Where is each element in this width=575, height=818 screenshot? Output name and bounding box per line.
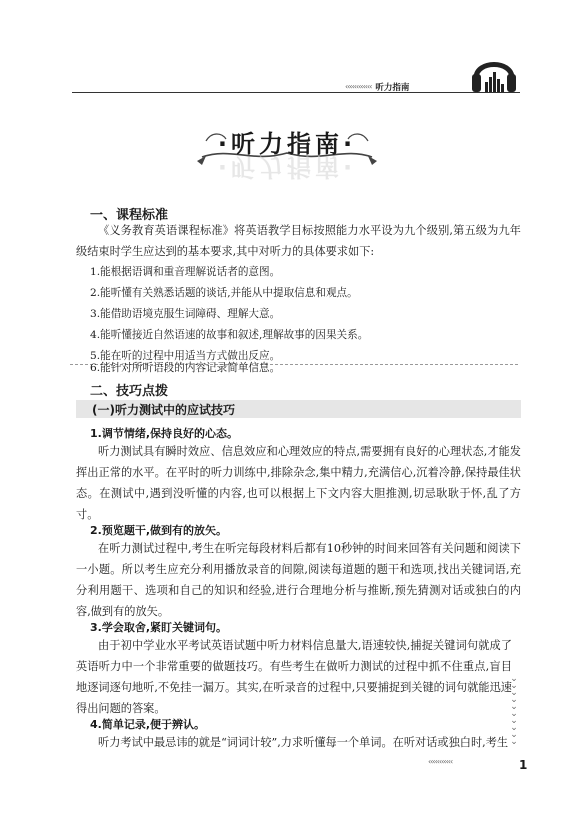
side-chevron-column: ⌄⌄⌄⌄⌄⌄⌄⌄⌄⌄ — [510, 674, 518, 747]
header-rule — [72, 92, 520, 93]
subsection-heading: (一)听力测试中的应试技巧 — [92, 403, 235, 417]
standard-item-4: 4.能听懂接近自然语速的故事和叙述,理解故事的因果关系。 — [90, 329, 369, 341]
tip-text-1: 听力测试具有瞬时效应、信息效应和心理效应的特点,需要拥有良好的心理状态,才能发挥出正常的水平。在平时的听力训练中,排除杂念,集中精力,充满信心,沉着冷静,保持最佳状态。在测试中,遇到没听懂的内容,也可以根据上下文内容大胆推测,切忌耿耿于怀,乱了方寸。 — [76, 445, 521, 521]
tip-heading-2: 2.预览题干,做到有的放矢。 — [90, 524, 228, 537]
tip-heading-3: 3.学会取舍,紧盯关键词句。 — [90, 621, 228, 634]
standard-item-3: 3.能借助语境克服生词障碍、理解大意。 — [90, 308, 281, 320]
section-heading-2: 二、技巧点拨 — [90, 384, 169, 399]
header-chevrons: ‹‹‹‹‹‹‹‹‹‹‹‹ — [345, 82, 372, 91]
tip-text-4: 听力考试中最忌讳的就是“词词计较”,力求听懂每一个单词。在听对话或独白时,考生 — [98, 736, 509, 749]
tip-text-2: 在听力测试过程中,考生在听完每段材料后都有10秒钟的时间来回答有关问题和阅读下一小题。所以考生应充分利用播放录音的间隙,阅读每道题的题干和选项,找出关键词语,充分利用题干、选项和自己的知识和经验,进行合理地分析与推断,预先猜测对话或独白的内容,做到有的放矢。 — [76, 542, 521, 618]
page-title: ·听力指南· — [217, 130, 357, 158]
standard-item-1: 1.能根据语调和重音理解说话者的意图。 — [90, 266, 281, 278]
footer-chevrons: ‹‹‹‹‹‹‹‹‹‹‹ — [428, 757, 453, 766]
section1-intro: 《义务教育英语课程标准》将英语教学目标按照能力水平设为九个级别,第五级为九年级结束时学生应达到的基本要求,其中对听力的具体要求如下: — [76, 224, 521, 258]
standard-item-6: 6.能针对所听语段的内容记录简单信息。 — [90, 362, 281, 374]
page-number: 1 — [519, 758, 528, 772]
page-title-block — [192, 119, 382, 179]
footer-strip — [428, 757, 454, 766]
header-section-label: 听力指南 — [375, 82, 410, 93]
section-heading-1: 一、课程标准 — [90, 208, 169, 223]
headphones-icon — [468, 46, 520, 98]
standard-item-5: 5.能在听的过程中用适当方式做出反应。 — [90, 350, 281, 362]
tip-text-3: 由于初中学业水平考试英语试题中听力材料信息量大,语速较快,捕捉关键词句就成了英语听力中一个非常重要的做题技巧。有些考生在做听力测试的过程中抓不住重点,盲目地逐词逐句地听,不免挂一漏万。其实,在听录音的过程中,只要捕捉到关键的词句就能迅速得出问题的答案。 — [76, 639, 512, 715]
standard-item-2: 2.能听懂有关熟悉话题的谈话,并能从中提取信息和观点。 — [90, 287, 358, 299]
tip-heading-4: 4.简单记录,便于辨认。 — [90, 718, 206, 731]
tip-heading-1: 1.调节情绪,保持良好的心态。 — [90, 427, 239, 440]
page-title-reflection: ·听力指南· — [217, 153, 357, 181]
